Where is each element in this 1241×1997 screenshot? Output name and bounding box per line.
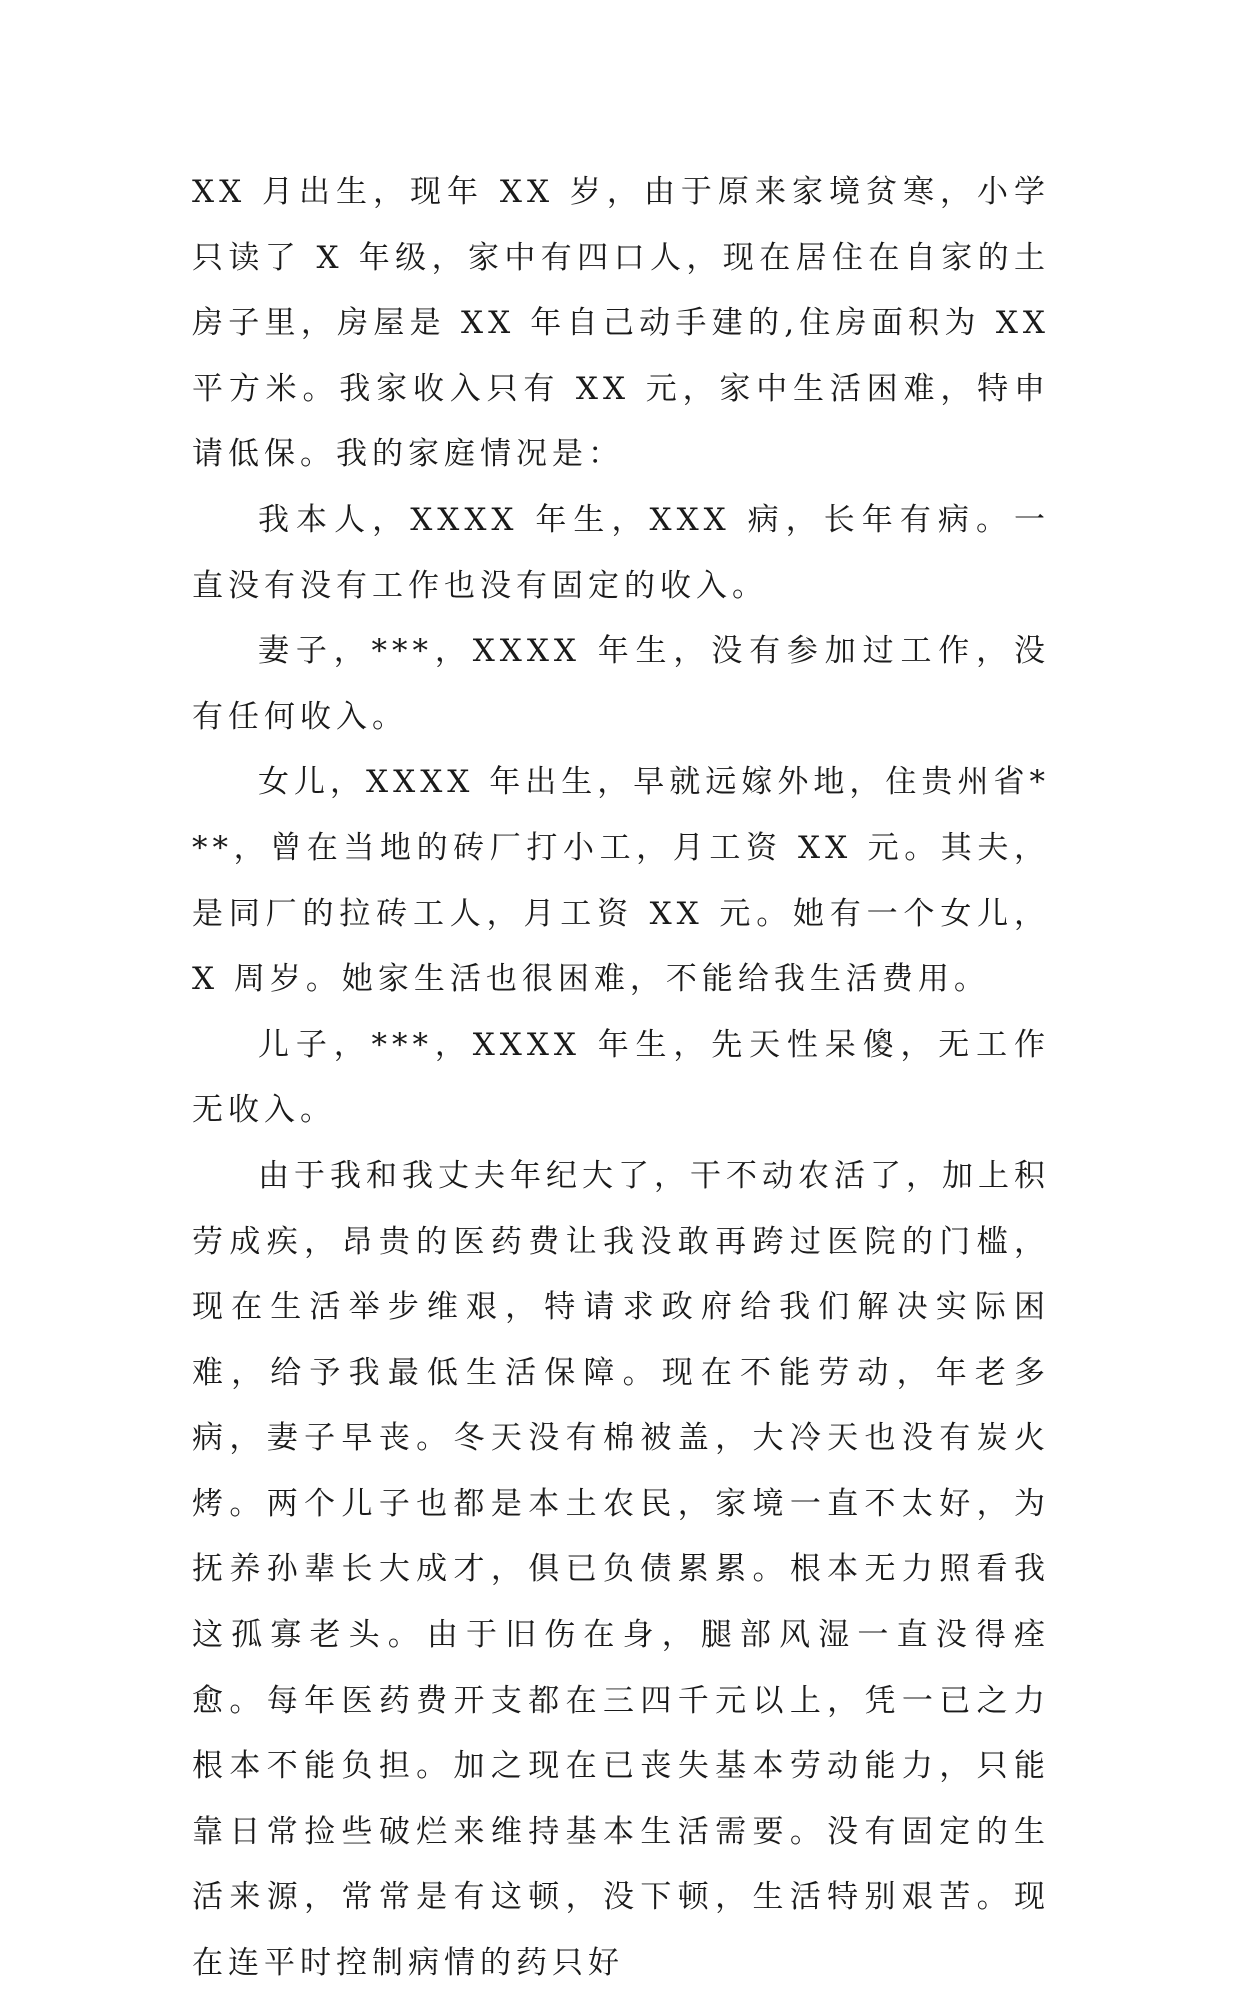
paragraph-self: 我本人，XXXX 年生，XXX 病，长年有病。一直没有没有工作也没有固定的收入。	[192, 501, 1050, 604]
paragraph-son: 儿子，***，XXXX 年生，先天性呆傻，无工作无收入。	[192, 1026, 1050, 1129]
paragraph-daughter: 女儿，XXXX 年出生，早就远嫁外地，住贵州省***，曾在当地的砖厂打小工，月工资 XX 元。其夫，是同厂的拉砖工人，月工资 XX 元。她有一个女儿，X 周岁。她家生活也很困难，不能给我生活费用。	[192, 764, 1050, 998]
paragraph-wife: 妻子，***，XXXX 年生，没有参加过工作，没有任何收入。	[192, 633, 1050, 735]
paragraph-hardship: 由于我和我丈夫年纪大了，干不动农活了，加上积劳成疾，昂贵的医药费让我没敢再跨过医院的门槛，现在生活举步维艰，特请求政府给我们解决实际困难，给予我最低生活保障。现在不能劳动，年老多病，妻子早丧。冬天没有棉被盖，大冷天也没有炭火烤。两个儿子也都是本土农民，家境一直不太好，为抚养孙辈长大成才，俱已负债累累。根本无力照看我这孤寡老头。由于旧伤在身，腿部风湿一直没得痊愈。每年医药费开支都在三四千元以上，凭一已之力根本不能负担。加之现在已丧失基本劳动能力，只能靠日常捡些破烂来维持基本生活需要。没有固定的生活来源，常常是有这顿，没下顿，生活特别艰苦。现在连平时控制病情的药只好	[192, 1157, 1050, 1982]
body-text	[192, 160, 1050, 1997]
paragraph-intro: XX 月出生，现年 XX 岁，由于原来家境贫寒，小学只读了 X 年级，家中有四口人，现在居住在自家的土房子里，房屋是 XX 年自己动手建的,住房面积为 XX 平方米。我家收入只有 XX 元，家中生活困难，特申请低保。我的家庭情况是：	[192, 174, 1050, 473]
